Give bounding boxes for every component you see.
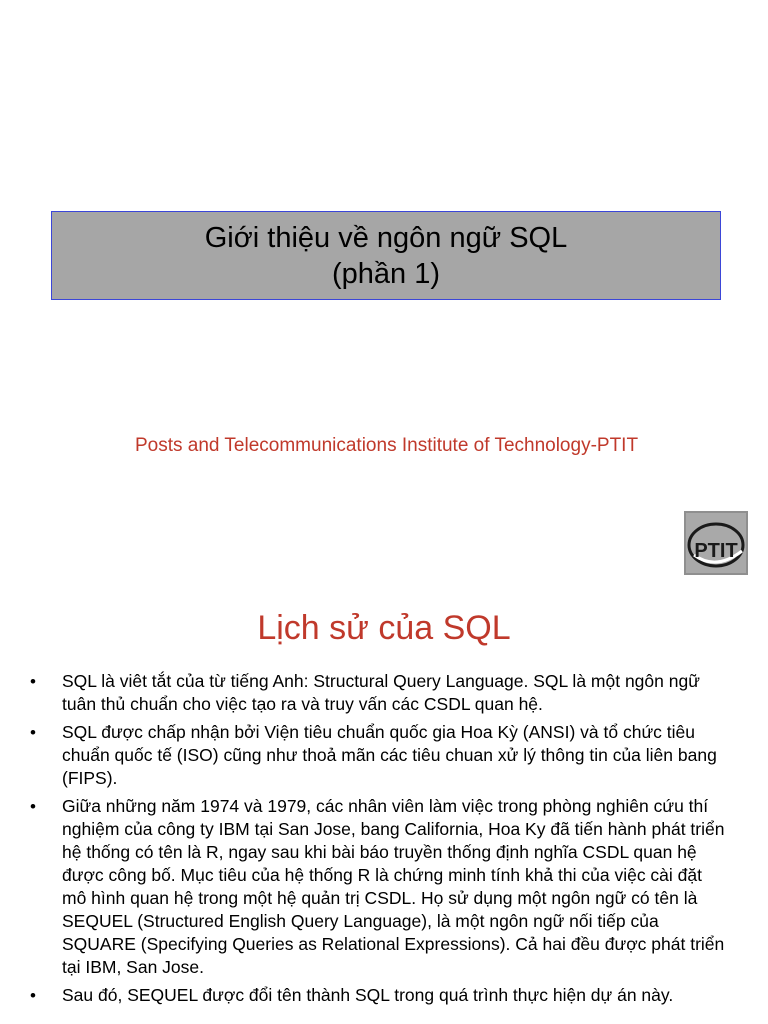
- bullet-text: Sau đó, SEQUEL được đổi tên thành SQL trong quá trình thực hiện dự án này.: [62, 985, 674, 1005]
- bullet-dot-icon: •: [30, 672, 36, 691]
- logo-text: PTIT: [694, 540, 738, 562]
- bullet-dot-icon: •: [30, 986, 36, 1005]
- bullet-dot-icon: •: [30, 797, 36, 816]
- bullet-item: [30, 984, 730, 1007]
- bullet-text: SQL là viêt tắt của từ tiếng Anh: Structural Query Language. SQL là một ngôn ngữ tuân thủ chuẩn cho việc tạo ra và truy vấn các CSDL quan hệ.: [62, 671, 700, 714]
- bullet-list: [30, 670, 730, 1012]
- bullet-text: SQL được chấp nhận bởi Viện tiêu chuẩn quốc gia Hoa Kỳ (ANSI) và tổ chức tiêu chuẩn quốc tế (ISO) cũng như thoả mãn các tiêu chuan xử lý thông tin của liên bang (FIPS).: [62, 722, 717, 788]
- bullet-item: [30, 670, 730, 716]
- institute-name: Posts and Telecommunications Institute of Technology-PTIT: [135, 435, 639, 456]
- section-heading: Lịch sử của SQL: [257, 609, 511, 647]
- bullet-dot-icon: •: [30, 723, 36, 742]
- bullet-item: [30, 721, 730, 790]
- slide-title-line-1: Giới thiệu về ngôn ngữ SQL: [204, 221, 568, 254]
- bullet-text: Giữa những năm 1974 và 1979, các nhân viên làm việc trong phòng nghiên cứu thí nghiệm của công ty IBM tại San Jose, bang California, Hoa Ky đã tiến hành phát triển hệ thống có tên là R, ngay sau khi bài báo truyền thống định nghĩa CSDL quan hệ được công bố. Mục tiêu của hệ thống R là chứng minh tính khả thi của việc cài đặt mô hình quan hệ trong một hệ quản trị CSDL. Họ sử dụng một ngôn ngữ có tên là SEQUEL (Structured English Query Language), là một ngôn ngữ nối tiếp của SQUARE (Specifying Queries as Relational Expressions). Cả hai đều được phát triển tại IBM, San Jose.: [62, 796, 725, 977]
- slide-title-line-2: (phần 1): [331, 257, 440, 290]
- ptit-logo-icon: [684, 511, 748, 575]
- ptit-logo: [684, 511, 748, 575]
- slide-title-box: [51, 211, 721, 300]
- bullet-item: [30, 795, 730, 979]
